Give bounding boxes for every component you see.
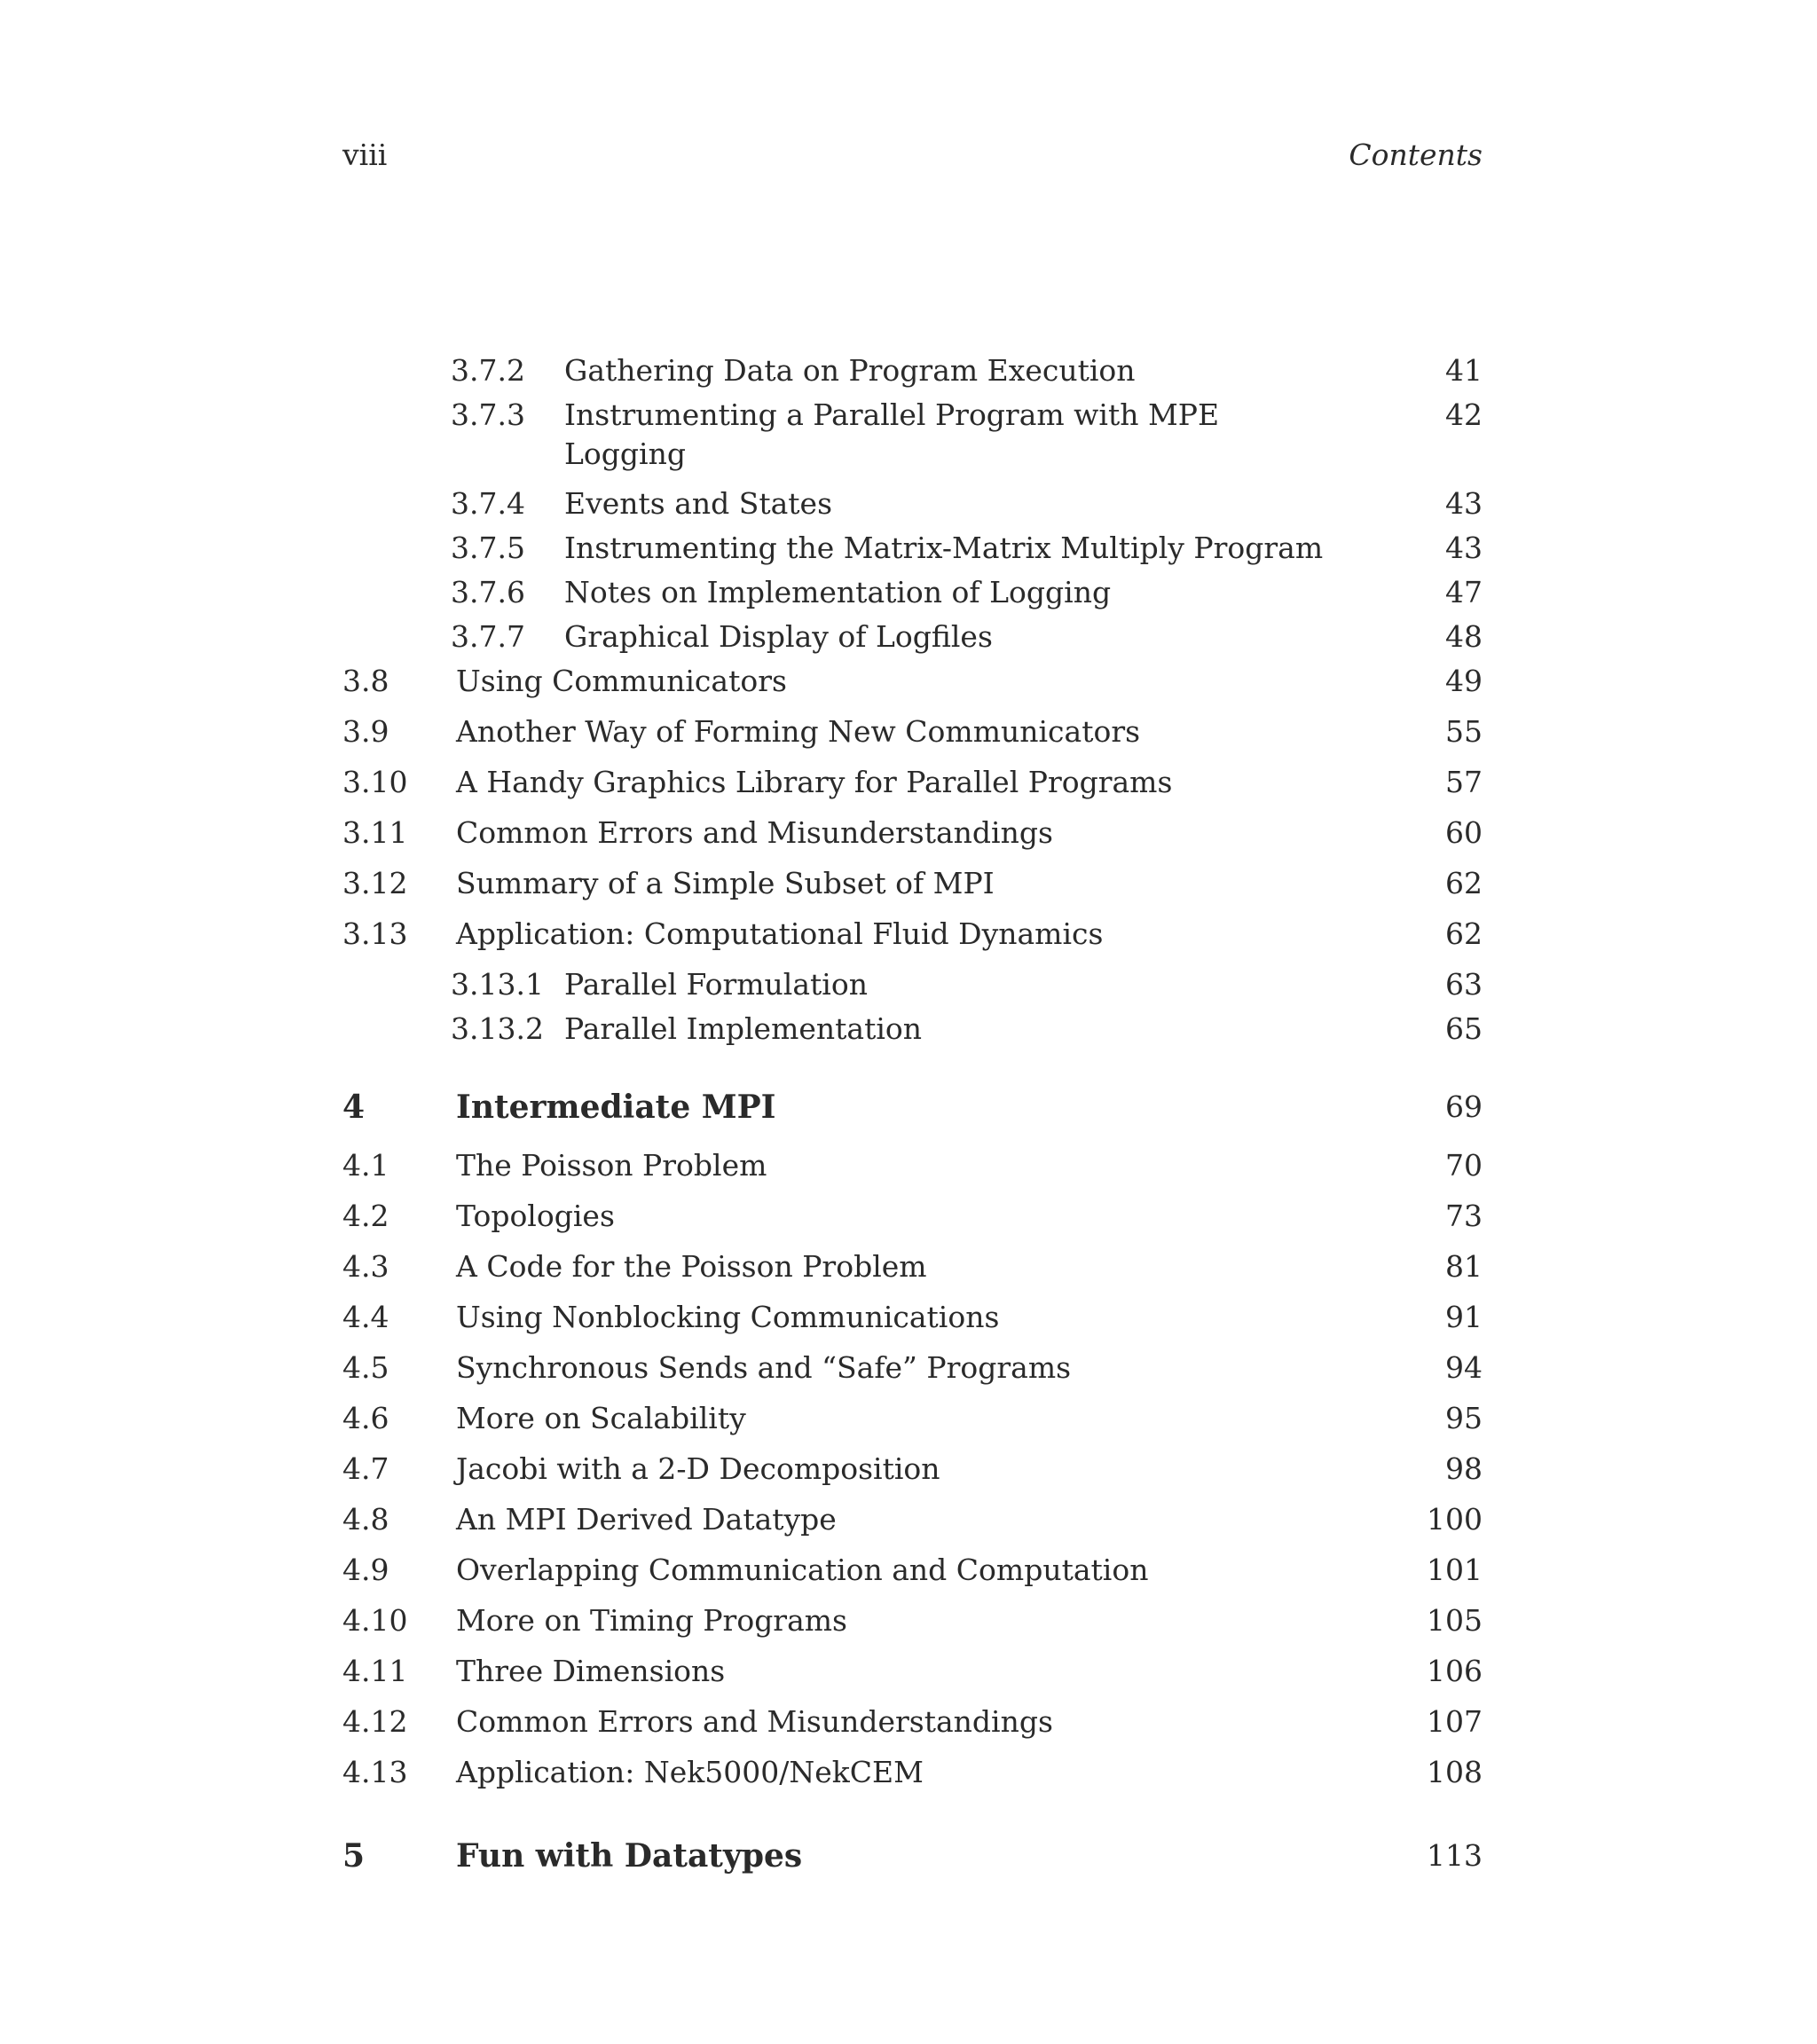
toc-entry-number: 4.11 xyxy=(342,1654,408,1688)
toc-entry-title: Application: Nek5000/NekCEM xyxy=(456,1755,924,1789)
toc-chapter-title: Fun with Datatypes xyxy=(456,1837,803,1875)
toc-entry-page: 41 xyxy=(1445,353,1483,388)
toc-entry-title: Topologies xyxy=(456,1199,615,1233)
toc-entry-page: 49 xyxy=(1445,664,1483,698)
table-of-contents xyxy=(342,0,1483,2044)
toc-entry-page: 95 xyxy=(1445,1401,1483,1435)
running-title: Contents xyxy=(1349,138,1483,172)
toc-entry-page: 101 xyxy=(1427,1553,1483,1587)
toc-entry-title: Three Dimensions xyxy=(456,1654,726,1688)
toc-entry-page: 43 xyxy=(1445,486,1483,521)
toc-entry-number: 4.6 xyxy=(342,1401,389,1435)
toc-entry-title: Common Errors and Misunderstandings xyxy=(456,1704,1053,1739)
toc-entry-title: Instrumenting the Matrix-Matrix Multiply Program xyxy=(564,531,1324,565)
toc-entry-page: 107 xyxy=(1427,1704,1483,1739)
toc-entry-number: 4.5 xyxy=(342,1350,389,1385)
toc-entry-title: Summary of a Simple Subset of MPI xyxy=(456,866,995,900)
toc-entry-number: 3.13.2 xyxy=(451,1011,544,1046)
toc-entry-number: 4.3 xyxy=(342,1249,389,1284)
toc-entry-number: 4.13 xyxy=(342,1755,408,1789)
toc-entry-page: 43 xyxy=(1445,531,1483,565)
toc-entry-title: More on Scalability xyxy=(456,1401,746,1435)
toc-entry-title: Common Errors and Misunderstandings xyxy=(456,815,1053,850)
toc-entry-title: The Poisson Problem xyxy=(456,1148,767,1183)
toc-entry-number: 3.7.7 xyxy=(451,619,525,654)
toc-entry-page: 100 xyxy=(1427,1502,1483,1537)
page-folio: viii xyxy=(342,138,388,172)
toc-entry-page: 65 xyxy=(1445,1011,1483,1046)
toc-entry-number: 4.8 xyxy=(342,1502,389,1537)
toc-entry-number: 3.7.4 xyxy=(451,486,525,521)
toc-entry-page: 57 xyxy=(1445,765,1483,799)
toc-entry-number: 4.2 xyxy=(342,1199,389,1233)
toc-entry-number: 3.11 xyxy=(342,815,408,850)
toc-entry-number: 3.13 xyxy=(342,916,408,951)
toc-entry-title: Another Way of Forming New Communicators xyxy=(456,714,1141,749)
toc-entry-title: Using Nonblocking Communications xyxy=(456,1300,1000,1334)
toc-entry-title: A Handy Graphics Library for Parallel Programs xyxy=(456,765,1173,799)
toc-entry-page: 105 xyxy=(1427,1603,1483,1638)
toc-entry-page: 106 xyxy=(1427,1654,1483,1688)
toc-entry-page: 98 xyxy=(1445,1451,1483,1486)
toc-entry-title: Parallel Formulation xyxy=(564,967,868,1002)
toc-entry-page: 73 xyxy=(1445,1199,1483,1233)
toc-entry-number: 3.7.5 xyxy=(451,531,525,565)
toc-entry-title: Graphical Display of Logfiles xyxy=(564,619,993,654)
toc-chapter-page: 69 xyxy=(1445,1089,1483,1124)
toc-entry-number: 3.8 xyxy=(342,664,389,698)
toc-entry-number: 3.12 xyxy=(342,866,408,900)
toc-entry-number: 4.7 xyxy=(342,1451,389,1486)
toc-entry-page: 55 xyxy=(1445,714,1483,749)
toc-chapter-number: 5 xyxy=(342,1837,366,1875)
toc-entry-title: Notes on Implementation of Logging xyxy=(564,575,1112,609)
toc-entry-page: 81 xyxy=(1445,1249,1483,1284)
toc-entry-title: Events and States xyxy=(564,486,833,521)
toc-entry-page: 62 xyxy=(1445,866,1483,900)
toc-entry-title: Gathering Data on Program Execution xyxy=(564,353,1136,388)
toc-entry-number: 3.9 xyxy=(342,714,389,749)
toc-entry-number: 4.12 xyxy=(342,1704,408,1739)
toc-entry-title: A Code for the Poisson Problem xyxy=(456,1249,927,1284)
toc-entry-page: 62 xyxy=(1445,916,1483,951)
toc-entry-page: 63 xyxy=(1445,967,1483,1002)
toc-entry-page: 91 xyxy=(1445,1300,1483,1334)
toc-chapter-title: Intermediate MPI xyxy=(456,1089,776,1126)
toc-entry-title: An MPI Derived Datatype xyxy=(456,1502,837,1537)
toc-entry-page: 108 xyxy=(1427,1755,1483,1789)
toc-entry-page: 47 xyxy=(1445,575,1483,609)
toc-chapter-page: 113 xyxy=(1427,1838,1483,1873)
toc-entry-page: 48 xyxy=(1445,619,1483,654)
toc-entry-number: 4.9 xyxy=(342,1553,389,1587)
toc-entry-page: 42 xyxy=(1445,397,1483,432)
toc-entry-title: More on Timing Programs xyxy=(456,1603,847,1638)
toc-entry-number: 3.10 xyxy=(342,765,408,799)
toc-entry-title: Instrumenting a Parallel Program with MPE Logging xyxy=(564,397,1220,471)
toc-entry-title: Using Communicators xyxy=(456,664,787,698)
toc-entry-title: Synchronous Sends and “Safe” Programs xyxy=(456,1350,1072,1385)
toc-chapter-number: 4 xyxy=(342,1089,366,1126)
toc-entry-title: Overlapping Communication and Computation xyxy=(456,1553,1149,1587)
toc-entry-title: Parallel Implementation xyxy=(564,1011,923,1046)
toc-entry-number: 4.10 xyxy=(342,1603,408,1638)
toc-entry-page: 70 xyxy=(1445,1148,1483,1183)
toc-entry-number: 3.7.3 xyxy=(451,397,525,432)
toc-entry-title: Jacobi with a 2-D Decomposition xyxy=(456,1451,940,1486)
toc-entry-number: 3.7.2 xyxy=(451,353,525,388)
toc-entry-page: 94 xyxy=(1445,1350,1483,1385)
toc-entry-number: 4.1 xyxy=(342,1148,389,1183)
toc-entry-number: 4.4 xyxy=(342,1300,389,1334)
toc-entry-page: 60 xyxy=(1445,815,1483,850)
toc-entry-number: 3.13.1 xyxy=(451,967,544,1002)
toc-entry-number: 3.7.6 xyxy=(451,575,525,609)
toc-entry-title: Application: Computational Fluid Dynamics xyxy=(456,916,1104,951)
